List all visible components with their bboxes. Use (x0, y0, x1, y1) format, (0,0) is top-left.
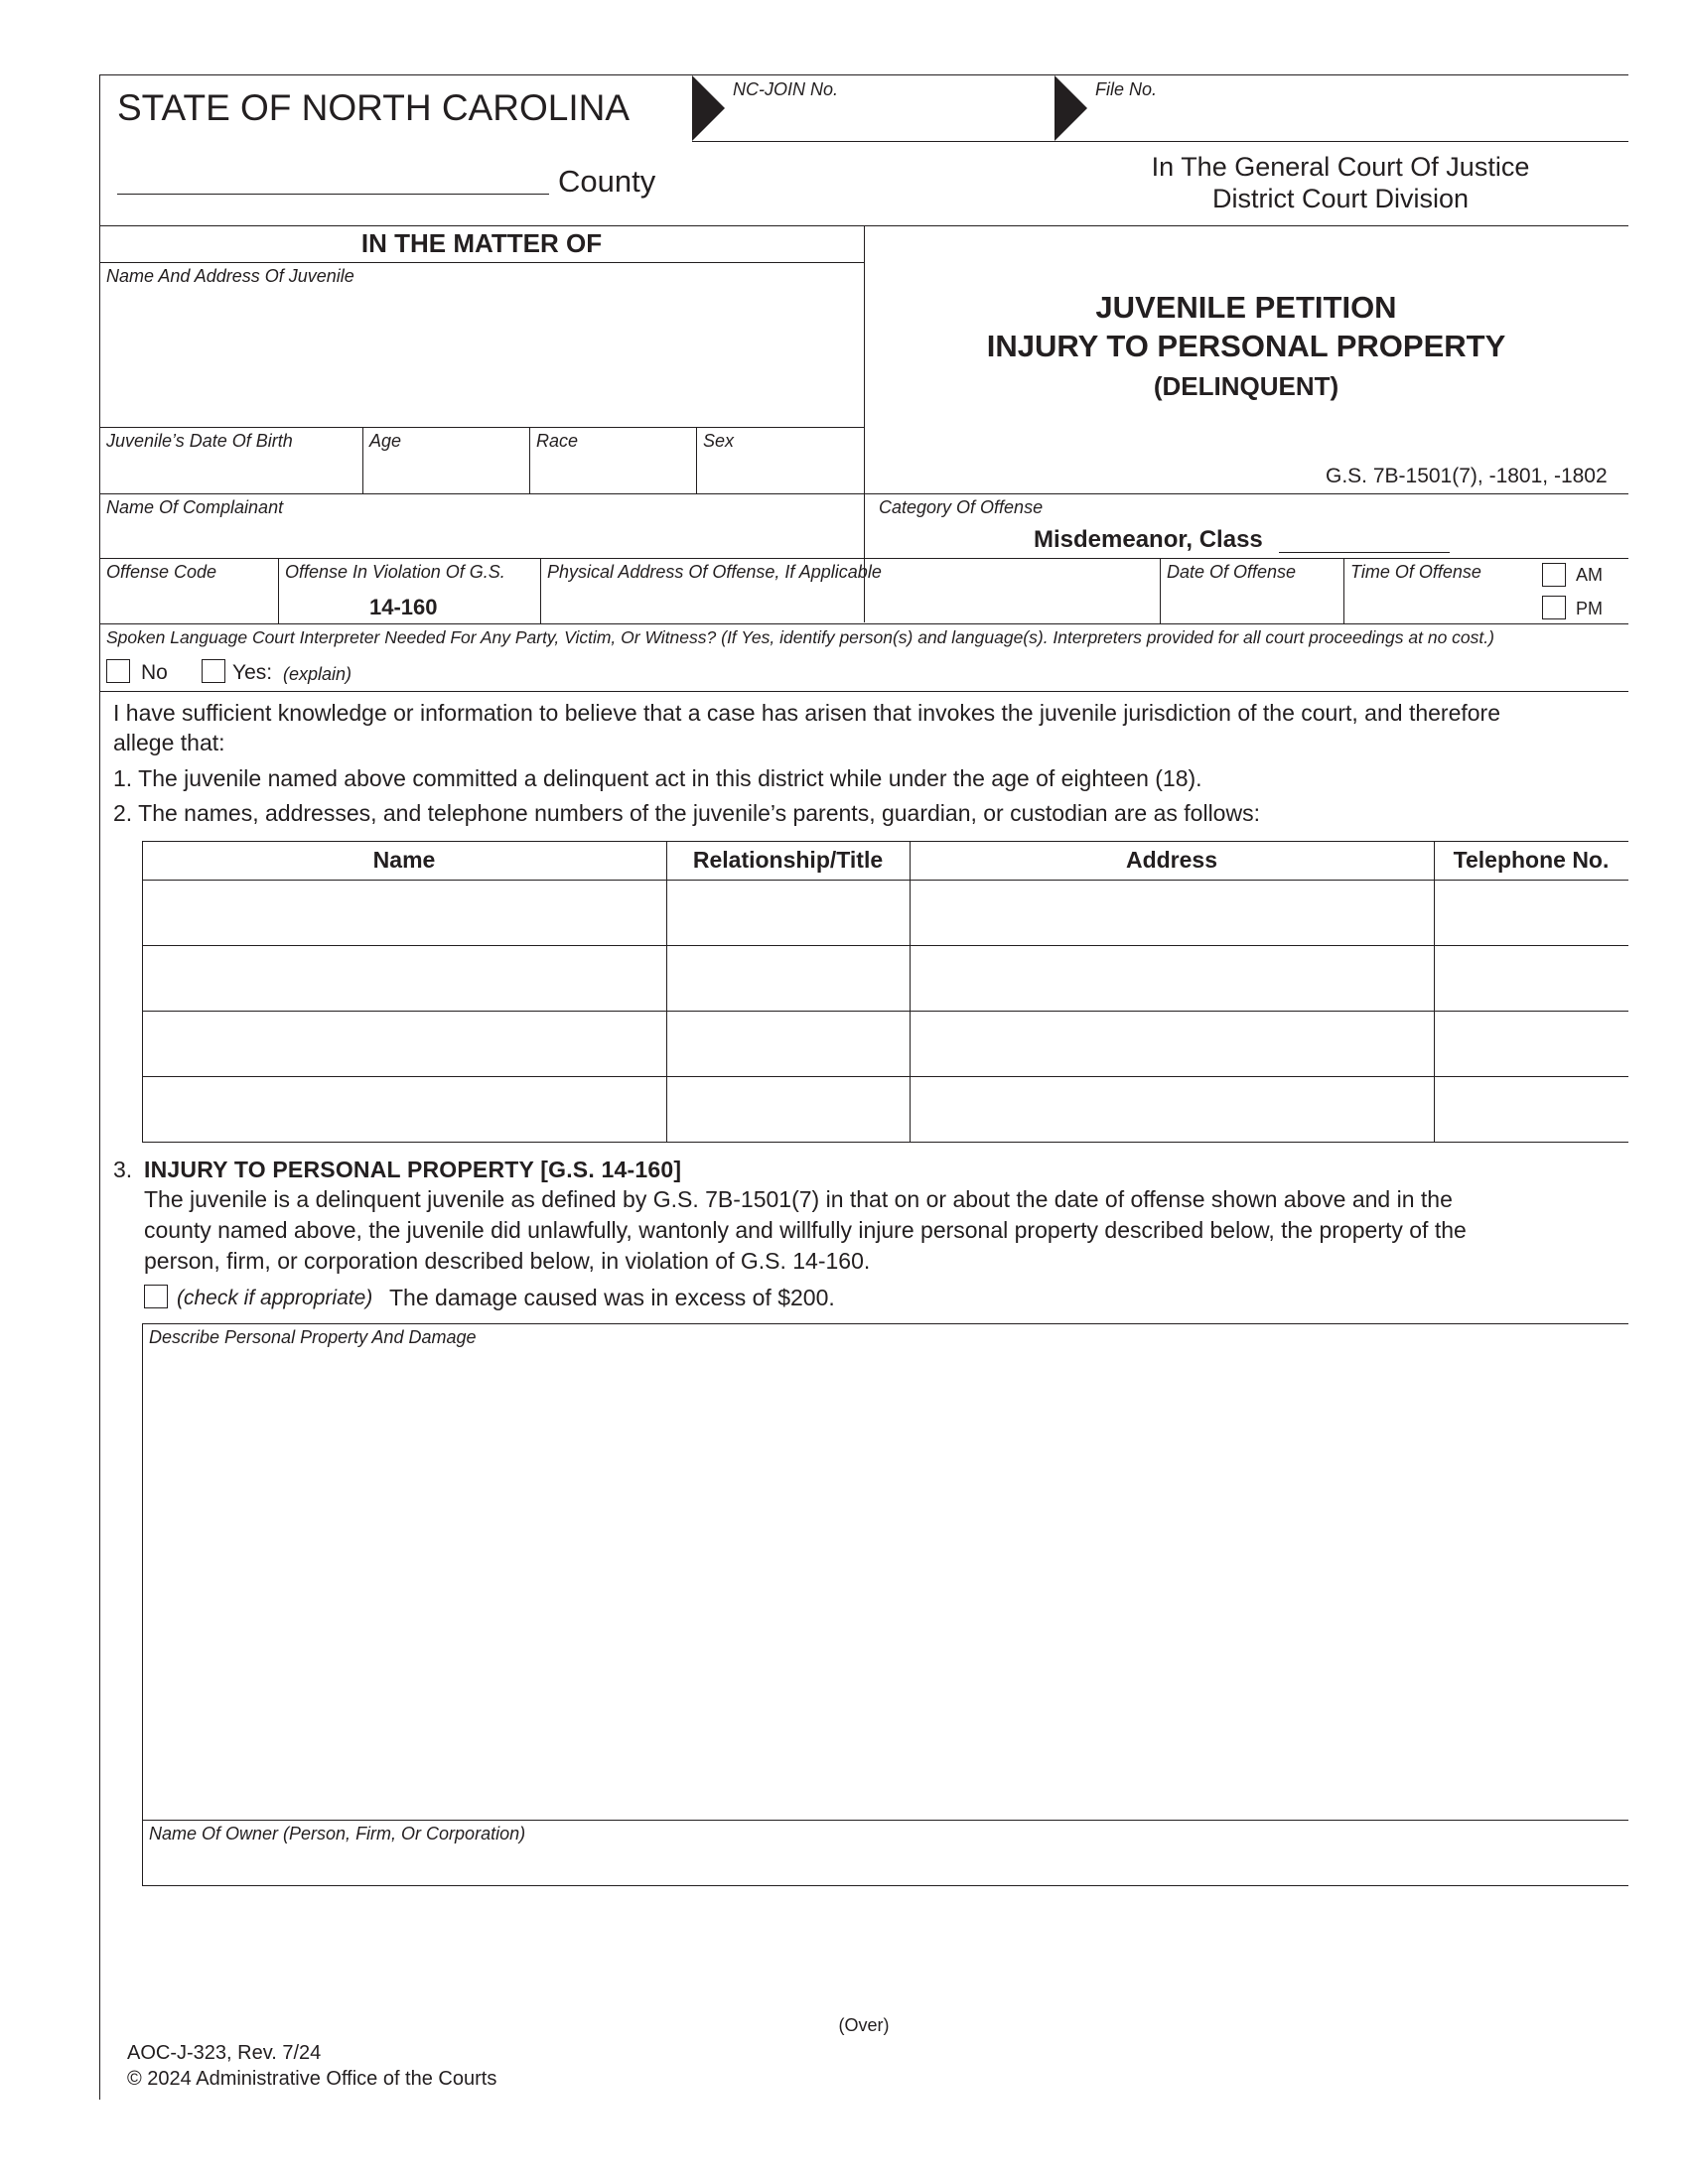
interpreter-yes-label: Yes: (232, 661, 273, 684)
interpreter-yes-checkbox[interactable] (202, 659, 225, 683)
statute-reference: G.S. 7B-1501(7), -1801, -1802 (1326, 465, 1608, 487)
date-of-offense-label: Date Of Offense (1167, 562, 1297, 582)
top-border (99, 74, 1628, 75)
owner-row-bottom (142, 1885, 1628, 1886)
item-3-line-2: county named above, the juvenile did unlawfully, wantonly and willfully injure personal property described below, the property of the (144, 1217, 1467, 1243)
date-divider (1343, 558, 1344, 623)
table-col-0 (142, 841, 143, 1143)
violation-label: Offense In Violation Of G.S. (285, 562, 505, 582)
table-cell[interactable] (673, 1090, 904, 1134)
category-value: Misdemeanor, Class (1034, 526, 1263, 553)
court-line-1: In The General Court Of Justice (1151, 152, 1530, 182)
complainant-field[interactable] (103, 518, 858, 554)
category-label: Category Of Offense (879, 497, 1044, 517)
owner-field[interactable] (147, 1846, 1624, 1882)
table-cell[interactable] (1441, 1090, 1622, 1134)
table-header-telephone: Telephone No. (1453, 847, 1610, 873)
item-3-line-3: person, firm, or corporation described below, in violation of G.S. 14-160. (144, 1248, 871, 1274)
copyright: © 2024 Administrative Office of the Courts (127, 2068, 497, 2090)
age-divider (529, 427, 530, 493)
item-3-number: 3. (113, 1157, 133, 1182)
form-id: AOC-J-323, Rev. 7/24 (127, 2042, 322, 2064)
offense-code-label: Offense Code (106, 562, 217, 582)
body-top-line (99, 691, 1628, 692)
table-header-bottom (142, 880, 1628, 881)
table-cell[interactable] (1441, 1024, 1622, 1068)
table-cell[interactable] (673, 1024, 904, 1068)
item-2-text: 2. The names, addresses, and telephone numbers of the juvenile’s parents, guardian, or custodian are as follows: (113, 800, 1260, 826)
damage-over-200-text: The damage caused was in excess of $200. (389, 1285, 835, 1310)
juvenile-name-address-field[interactable] (103, 288, 858, 425)
table-top (142, 841, 1628, 842)
matter-heading-line (99, 262, 864, 263)
offense-code-divider (278, 558, 279, 623)
table-cell[interactable] (673, 959, 904, 1003)
table-row-line-2 (142, 1011, 1628, 1012)
describe-box-top (142, 1323, 1628, 1324)
state-title: STATE OF NORTH CAROLINA (117, 87, 630, 128)
nc-join-label: NC-JOIN No. (733, 79, 839, 99)
race-label: Race (536, 431, 579, 451)
time-of-offense-label: Time Of Offense (1350, 562, 1481, 582)
file-no-label: File No. (1095, 79, 1158, 99)
nc-join-field[interactable] (733, 99, 1051, 139)
sex-label: Sex (703, 431, 735, 451)
complainant-label: Name Of Complainant (106, 497, 284, 517)
county-underline[interactable] (117, 194, 549, 195)
title-line-2: INJURY TO PERSONAL PROPERTY (986, 329, 1506, 363)
dob-divider (362, 427, 363, 493)
court-line-2: District Court Division (1211, 184, 1470, 213)
nc-join-arrow-icon (692, 75, 725, 141)
describe-label: Describe Personal Property And Damage (149, 1327, 477, 1347)
table-header-relationship: Relationship/Title (692, 847, 884, 873)
interpreter-question: Spoken Language Court Interpreter Needed For Any Party, Victim, Or Witness? (If Yes, identify person(s) and language(s). Interpreters provided for all court proceedings at no cost.) (106, 627, 1494, 647)
juvenile-name-address-label: Name And Address Of Juvenile (106, 266, 354, 286)
left-border (99, 74, 100, 2100)
dob-row-top (99, 427, 864, 428)
table-cell[interactable] (1441, 893, 1622, 937)
describe-property-field[interactable] (147, 1350, 1624, 1817)
offense-address-label: Physical Address Of Offense, If Applicable (547, 562, 882, 582)
offense-row-top (99, 558, 1628, 559)
table-cell[interactable] (149, 893, 660, 937)
race-divider (696, 427, 697, 493)
table-col-3 (1434, 841, 1435, 1143)
table-header-name: Name (372, 847, 436, 873)
table-row-line-3 (142, 1076, 1628, 1077)
table-cell[interactable] (1441, 959, 1622, 1003)
pm-checkbox[interactable] (1542, 596, 1566, 619)
title-line-1: JUVENILE PETITION (1095, 290, 1397, 325)
table-cell[interactable] (916, 1090, 1428, 1134)
item-3-heading: INJURY TO PERSONAL PROPERTY [G.S. 14-160] (144, 1157, 682, 1182)
table-cell[interactable] (149, 1090, 660, 1134)
interpreter-row-top (99, 623, 1628, 624)
county-label: County (558, 164, 656, 199)
table-cell[interactable] (149, 1024, 660, 1068)
table-header-address: Address (1125, 847, 1218, 873)
damage-over-200-checkbox[interactable] (144, 1285, 168, 1308)
dob-label: Juvenile’s Date Of Birth (106, 431, 293, 451)
table-cell[interactable] (916, 1024, 1428, 1068)
item-3-line-1: The juvenile is a delinquent juvenile as defined by G.S. 7B-1501(7) in that on or about the date of offense shown above and in the (144, 1186, 1453, 1212)
file-no-arrow-icon (1055, 75, 1087, 141)
table-cell[interactable] (916, 893, 1428, 937)
interpreter-no-checkbox[interactable] (106, 659, 130, 683)
over-note: (Over) (838, 2015, 890, 2035)
owner-label: Name Of Owner (Person, Firm, Or Corporation) (149, 1824, 526, 1843)
check-if-appropriate-note: (check if appropriate) (177, 1287, 373, 1309)
interpreter-no-label: No (141, 661, 168, 684)
address-divider (1160, 558, 1161, 623)
intro-line-2: allege that: (113, 730, 225, 755)
item-1-text: 1. The juvenile named above committed a delinquent act in this district while under the age of eighteen (18). (113, 765, 1202, 791)
table-cell[interactable] (916, 959, 1428, 1003)
class-blank[interactable] (1279, 552, 1450, 553)
am-checkbox[interactable] (1542, 563, 1566, 587)
violation-divider (540, 558, 541, 623)
header-divider (692, 141, 1628, 142)
table-cell[interactable] (149, 959, 660, 1003)
title-line-3: (DELINQUENT) (1153, 371, 1339, 401)
table-cell[interactable] (673, 893, 904, 937)
owner-row-top (142, 1820, 1628, 1821)
intro-line-1: I have sufficient knowledge or information to believe that a case has arisen that invokes the juvenile jurisdiction of the court, and therefore (113, 700, 1501, 726)
describe-box-left (142, 1323, 143, 1886)
table-bottom (142, 1142, 1628, 1143)
am-label: AM (1576, 565, 1603, 585)
table-col-1 (666, 841, 667, 1143)
table-row-line-1 (142, 945, 1628, 946)
violation-value: 14-160 (369, 595, 438, 619)
category-divider (864, 493, 865, 558)
pm-label: PM (1576, 599, 1603, 618)
age-label: Age (369, 431, 402, 451)
table-col-2 (910, 841, 911, 1143)
interpreter-explain-note: (explain) (283, 664, 352, 684)
matter-heading: IN THE MATTER OF (360, 228, 603, 258)
file-no-field[interactable] (1095, 99, 1621, 139)
